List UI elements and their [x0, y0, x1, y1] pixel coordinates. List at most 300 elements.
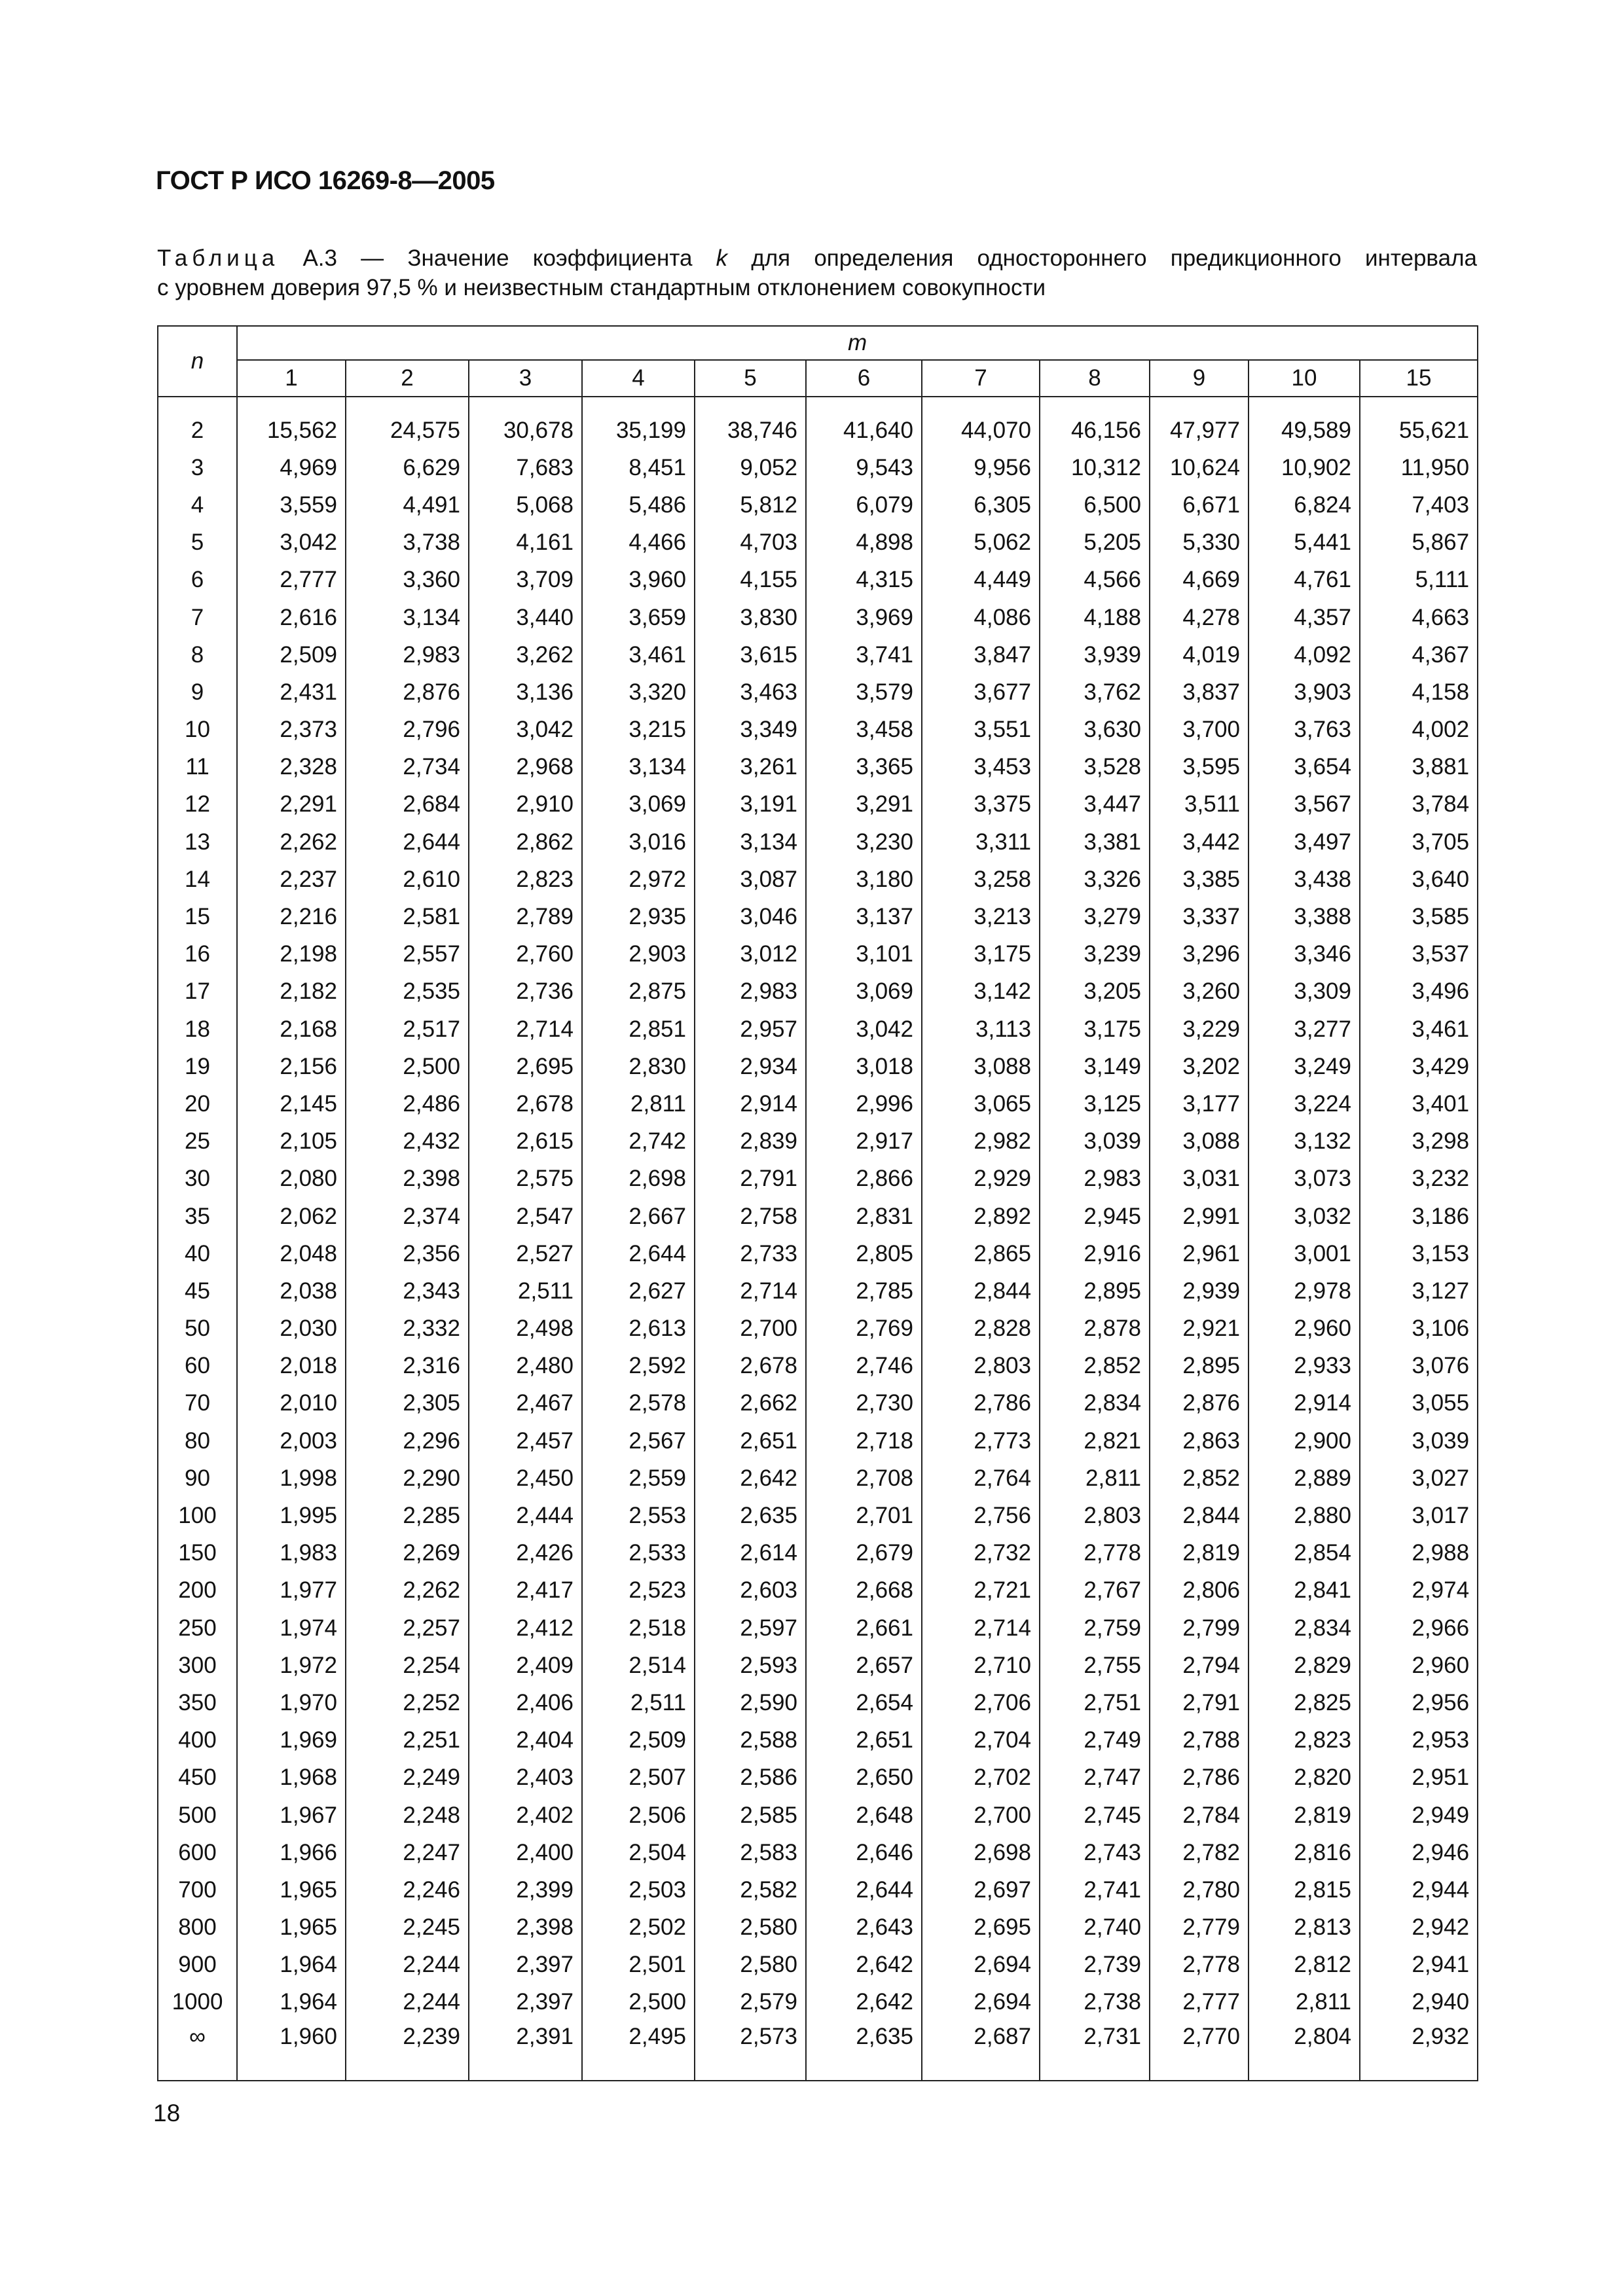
table-cell: 2,247 — [346, 1834, 469, 1871]
table-cell: 3,042 — [806, 1011, 922, 1048]
row-label-n: 50 — [158, 1310, 237, 1348]
row-label-n: 90 — [158, 1460, 237, 1497]
table-cell: 3,018 — [806, 1048, 922, 1085]
table-cell: 2,018 — [237, 1348, 346, 1385]
table-cell: 3,360 — [346, 562, 469, 599]
table-cell: 3,213 — [922, 898, 1040, 935]
table-cell: 2,239 — [346, 2021, 469, 2081]
table-cell: 55,621 — [1360, 397, 1478, 449]
table-cell: 2,786 — [922, 1385, 1040, 1422]
table-cell: 5,330 — [1150, 524, 1249, 562]
table-cell: 2,702 — [922, 1759, 1040, 1797]
table-cell: 2,957 — [695, 1011, 806, 1048]
table-cell: 2,742 — [582, 1123, 695, 1160]
table-cell: 1,977 — [237, 1572, 346, 1609]
table-cell: 3,224 — [1249, 1085, 1360, 1122]
table-cell: 2,514 — [582, 1647, 695, 1684]
table-cell: 2,778 — [1040, 1535, 1150, 1572]
table-cell: 2,048 — [237, 1235, 346, 1272]
table-cell: 3,262 — [469, 636, 582, 673]
table-cell: 2,457 — [469, 1422, 582, 1460]
table-cell: 3,659 — [582, 599, 695, 636]
table-cell: 2,251 — [346, 1722, 469, 1759]
table-cell: 2,834 — [1249, 1609, 1360, 1647]
table-cell: 2,929 — [922, 1160, 1040, 1198]
table-cell: 1,964 — [237, 1946, 346, 1984]
table-cell: 2,503 — [582, 1871, 695, 1909]
table-cell: 2,501 — [582, 1946, 695, 1984]
table-row — [158, 1909, 1478, 1946]
table-cell: 2,511 — [582, 1684, 695, 1721]
table-cell: 3,939 — [1040, 636, 1150, 673]
table-cell: 4,155 — [695, 562, 806, 599]
table-cell: 3,496 — [1360, 973, 1478, 1011]
table-row — [158, 1797, 1478, 1834]
table-cell: 2,747 — [1040, 1759, 1150, 1797]
table-cell: 4,898 — [806, 524, 922, 562]
table-cell: 3,537 — [1360, 936, 1478, 973]
table-cell: 3,260 — [1150, 973, 1249, 1011]
table-cell: 3,205 — [1040, 973, 1150, 1011]
table-cell: 2,245 — [346, 1909, 469, 1946]
table-cell: 2,590 — [695, 1684, 806, 1721]
table-cell: 6,629 — [346, 449, 469, 486]
table-cell: 6,305 — [922, 486, 1040, 524]
table-cell: 2,862 — [469, 823, 582, 861]
table-cell: 2,573 — [695, 2021, 806, 2081]
table-row — [158, 861, 1478, 898]
table-cell: 2,373 — [237, 711, 346, 749]
table-cell: 2,939 — [1150, 1272, 1249, 1310]
table-cell: 2,714 — [695, 1272, 806, 1310]
table-cell: 2,402 — [469, 1797, 582, 1834]
table-row — [158, 1871, 1478, 1909]
table-cell: 3,640 — [1360, 861, 1478, 898]
table-cell: 2,921 — [1150, 1310, 1249, 1348]
table-row — [158, 1011, 1478, 1048]
table-cell: 2,788 — [1150, 1722, 1249, 1759]
table-cell: 3,579 — [806, 673, 922, 711]
table-cell: 4,703 — [695, 524, 806, 562]
table-cell: 2,316 — [346, 1348, 469, 1385]
table-cell: 3,215 — [582, 711, 695, 749]
table-cell: 2,642 — [806, 1946, 922, 1984]
table-cell: 2,706 — [922, 1684, 1040, 1721]
table-cell: 2,426 — [469, 1535, 582, 1572]
table-cell: 3,106 — [1360, 1310, 1478, 1348]
table-cell: 2,533 — [582, 1535, 695, 1572]
table-cell: 5,111 — [1360, 562, 1478, 599]
table-cell: 3,229 — [1150, 1011, 1249, 1048]
table-cell: 2,933 — [1249, 1348, 1360, 1385]
table-row — [158, 1759, 1478, 1797]
table-row — [158, 1984, 1478, 2021]
table-cell: 3,585 — [1360, 898, 1478, 935]
table-cell: 2,182 — [237, 973, 346, 1011]
row-label-n: 3 — [158, 449, 237, 486]
table-cell: 46,156 — [1040, 397, 1150, 449]
table-cell: 2,700 — [922, 1797, 1040, 1834]
table-cell: 2,586 — [695, 1759, 806, 1797]
table-cell: 3,142 — [922, 973, 1040, 1011]
table-cell: 3,337 — [1150, 898, 1249, 935]
caption-variable: k — [716, 245, 728, 271]
table-row — [158, 1572, 1478, 1609]
table-cell: 4,969 — [237, 449, 346, 486]
table-cell: 3,127 — [1360, 1272, 1478, 1310]
table-cell: 2,467 — [469, 1385, 582, 1422]
row-label-n: 1000 — [158, 1984, 237, 2021]
table-cell: 2,237 — [237, 861, 346, 898]
row-label-n: 80 — [158, 1422, 237, 1460]
table-cell: 2,168 — [237, 1011, 346, 1048]
table-cell: 3,442 — [1150, 823, 1249, 861]
table-cell: 3,137 — [806, 898, 922, 935]
table-cell: 5,867 — [1360, 524, 1478, 562]
row-label-n: ∞ — [158, 2021, 237, 2081]
table-cell: 2,829 — [1249, 1647, 1360, 1684]
column-header: 3 — [469, 360, 582, 397]
table-cell: 2,643 — [806, 1909, 922, 1946]
table-cell: 2,710 — [922, 1647, 1040, 1684]
table-cell: 3,134 — [346, 599, 469, 636]
table-cell: 2,509 — [237, 636, 346, 673]
table-cell: 2,844 — [922, 1272, 1040, 1310]
table-cell: 3,458 — [806, 711, 922, 749]
table-cell: 5,068 — [469, 486, 582, 524]
table-cell: 3,567 — [1249, 786, 1360, 823]
table-cell: 3,046 — [695, 898, 806, 935]
table-cell: 2,646 — [806, 1834, 922, 1871]
table-cell: 2,582 — [695, 1871, 806, 1909]
table-cell: 2,010 — [237, 1385, 346, 1422]
table-cell: 1,965 — [237, 1871, 346, 1909]
table-cell: 2,841 — [1249, 1572, 1360, 1609]
table-cell: 2,751 — [1040, 1684, 1150, 1721]
table-cell: 3,113 — [922, 1011, 1040, 1048]
table-cell: 2,444 — [469, 1497, 582, 1534]
table-row — [158, 711, 1478, 749]
table-cell: 2,983 — [695, 973, 806, 1011]
table-row — [158, 1497, 1478, 1534]
row-label-n: 450 — [158, 1759, 237, 1797]
table-cell: 2,527 — [469, 1235, 582, 1272]
table-cell: 2,296 — [346, 1422, 469, 1460]
coefficient-table — [157, 325, 1478, 2081]
table-cell: 2,406 — [469, 1684, 582, 1721]
table-cell: 2,758 — [695, 1198, 806, 1235]
row-label-n: 14 — [158, 861, 237, 898]
table-cell: 2,895 — [1150, 1348, 1249, 1385]
table-row — [158, 786, 1478, 823]
row-label-n: 4 — [158, 486, 237, 524]
table-cell: 3,763 — [1249, 711, 1360, 749]
table-cell: 3,349 — [695, 711, 806, 749]
table-cell: 2,504 — [582, 1834, 695, 1871]
table-cell: 2,450 — [469, 1460, 582, 1497]
table-cell: 2,734 — [346, 749, 469, 786]
table-cell: 2,698 — [922, 1834, 1040, 1871]
row-label-n: 35 — [158, 1198, 237, 1235]
table-cell: 2,960 — [1249, 1310, 1360, 1348]
table-row — [158, 486, 1478, 524]
table-cell: 3,125 — [1040, 1085, 1150, 1122]
table-cell: 2,684 — [346, 786, 469, 823]
table-cell: 2,644 — [582, 1235, 695, 1272]
table-cell: 3,032 — [1249, 1198, 1360, 1235]
column-header-row — [158, 360, 1478, 397]
table-cell: 24,575 — [346, 397, 469, 449]
table-cell: 3,069 — [806, 973, 922, 1011]
table-row — [158, 1123, 1478, 1160]
table-cell: 10,902 — [1249, 449, 1360, 486]
table-cell: 2,903 — [582, 936, 695, 973]
table-cell: 3,261 — [695, 749, 806, 786]
table-cell: 2,755 — [1040, 1647, 1150, 1684]
table-row — [158, 1198, 1478, 1235]
table-cell: 2,642 — [695, 1460, 806, 1497]
table-cell: 3,381 — [1040, 823, 1150, 861]
table-cell: 3,132 — [1249, 1123, 1360, 1160]
table-cell: 3,069 — [582, 786, 695, 823]
table-cell: 2,934 — [695, 1048, 806, 1085]
table-cell: 2,819 — [1150, 1535, 1249, 1572]
caption-line-1 — [157, 243, 1477, 273]
table-cell: 2,291 — [237, 786, 346, 823]
table-cell: 3,385 — [1150, 861, 1249, 898]
table-cell: 3,453 — [922, 749, 1040, 786]
table-cell: 3,101 — [806, 936, 922, 973]
table-cell: 3,088 — [1150, 1123, 1249, 1160]
table-cell: 2,819 — [1249, 1797, 1360, 1834]
table-cell: 3,784 — [1360, 786, 1478, 823]
table-row — [158, 1684, 1478, 1721]
table-cell: 2,285 — [346, 1497, 469, 1534]
table-cell: 2,662 — [695, 1385, 806, 1422]
table-cell: 2,506 — [582, 1797, 695, 1834]
table-cell: 3,320 — [582, 673, 695, 711]
table-cell: 2,799 — [1150, 1609, 1249, 1647]
table-cell: 2,966 — [1360, 1609, 1478, 1647]
table-cell: 2,743 — [1040, 1834, 1150, 1871]
table-cell: 2,644 — [346, 823, 469, 861]
table-cell: 3,654 — [1249, 749, 1360, 786]
table-cell: 3,762 — [1040, 673, 1150, 711]
table-cell: 2,661 — [806, 1609, 922, 1647]
table-cell: 2,246 — [346, 1871, 469, 1909]
table-cell: 2,738 — [1040, 1984, 1150, 2021]
table-cell: 2,511 — [469, 1272, 582, 1310]
table-cell: 2,156 — [237, 1048, 346, 1085]
table-cell: 3,463 — [695, 673, 806, 711]
table-cell: 2,730 — [806, 1385, 922, 1422]
table-cell: 2,764 — [922, 1460, 1040, 1497]
table-cell: 3,055 — [1360, 1385, 1478, 1422]
table-cell: 4,566 — [1040, 562, 1150, 599]
table-cell: 2,844 — [1150, 1497, 1249, 1534]
table-cell: 2,593 — [695, 1647, 806, 1684]
table-cell: 2,409 — [469, 1647, 582, 1684]
table-cell: 2,500 — [582, 1984, 695, 2021]
table-cell: 2,917 — [806, 1123, 922, 1160]
table-cell: 2,811 — [582, 1085, 695, 1122]
table-cell: 2,248 — [346, 1797, 469, 1834]
table-cell: 3,039 — [1040, 1123, 1150, 1160]
table-row — [158, 1160, 1478, 1198]
table-cell: 2,811 — [1249, 1984, 1360, 2021]
table-cell: 2,767 — [1040, 1572, 1150, 1609]
column-header: 4 — [582, 360, 695, 397]
table-cell: 2,502 — [582, 1909, 695, 1946]
table-cell: 2,852 — [1040, 1348, 1150, 1385]
table-cell: 2,739 — [1040, 1946, 1150, 1984]
table-cell: 2,916 — [1040, 1235, 1150, 1272]
table-cell: 4,019 — [1150, 636, 1249, 673]
table-cell: 3,202 — [1150, 1048, 1249, 1085]
table-cell: 2,839 — [695, 1123, 806, 1160]
row-label-n: 600 — [158, 1834, 237, 1871]
table-row — [158, 562, 1478, 599]
table-cell: 2,770 — [1150, 2021, 1249, 2081]
table-cell: 2,583 — [695, 1834, 806, 1871]
table-cell: 4,092 — [1249, 636, 1360, 673]
table-cell: 6,824 — [1249, 486, 1360, 524]
table-cell: 5,812 — [695, 486, 806, 524]
row-label-n: 350 — [158, 1684, 237, 1721]
table-cell: 2,825 — [1249, 1684, 1360, 1721]
table-cell: 3,177 — [1150, 1085, 1249, 1122]
table-cell: 2,679 — [806, 1535, 922, 1572]
row-label-n: 15 — [158, 898, 237, 935]
table-cell: 1,966 — [237, 1834, 346, 1871]
table-cell: 3,738 — [346, 524, 469, 562]
table-cell: 2,145 — [237, 1085, 346, 1122]
table-cell: 2,635 — [806, 2021, 922, 2081]
table-cell: 3,326 — [1040, 861, 1150, 898]
table-cell: 2,749 — [1040, 1722, 1150, 1759]
table-cell: 3,440 — [469, 599, 582, 636]
table-cell: 3,903 — [1249, 673, 1360, 711]
table-cell: 4,491 — [346, 486, 469, 524]
table-cell: 2,834 — [1040, 1385, 1150, 1422]
table-cell: 3,630 — [1040, 711, 1150, 749]
table-cell: 2,507 — [582, 1759, 695, 1797]
table-cell: 2,627 — [582, 1272, 695, 1310]
table-cell: 2,695 — [922, 1909, 1040, 1946]
table-cell: 2,733 — [695, 1235, 806, 1272]
table-cell: 4,669 — [1150, 562, 1249, 599]
table-cell: 2,498 — [469, 1310, 582, 1348]
page-number: 18 — [153, 2100, 181, 2126]
table-cell: 4,761 — [1249, 562, 1360, 599]
table-cell: 3,709 — [469, 562, 582, 599]
row-label-n: 25 — [158, 1123, 237, 1160]
table-cell: 2,244 — [346, 1984, 469, 2021]
table-cell: 2,951 — [1360, 1759, 1478, 1797]
table-cell: 3,073 — [1249, 1160, 1360, 1198]
table-cell: 3,230 — [806, 823, 922, 861]
table-cell: 2,668 — [806, 1572, 922, 1609]
row-label-n: 20 — [158, 1085, 237, 1122]
table-cell: 2,777 — [1150, 1984, 1249, 2021]
table-cell: 3,559 — [237, 486, 346, 524]
table-cell: 2,580 — [695, 1909, 806, 1946]
table-cell: 2,332 — [346, 1310, 469, 1348]
table-cell: 44,070 — [922, 397, 1040, 449]
table-cell: 3,511 — [1150, 786, 1249, 823]
table-cell: 2,398 — [469, 1909, 582, 1946]
table-cell: 38,746 — [695, 397, 806, 449]
table-cell: 2,983 — [1040, 1160, 1150, 1198]
table-cell: 2,821 — [1040, 1422, 1150, 1460]
table-cell: 2,988 — [1360, 1535, 1478, 1572]
table-cell: 3,615 — [695, 636, 806, 673]
table-row — [158, 1535, 1478, 1572]
table-cell: 2,701 — [806, 1497, 922, 1534]
table-cell: 2,694 — [922, 1946, 1040, 1984]
table-cell: 1,998 — [237, 1460, 346, 1497]
table-cell: 2,974 — [1360, 1572, 1478, 1609]
table-cell: 2,831 — [806, 1198, 922, 1235]
table-cell: 2,432 — [346, 1123, 469, 1160]
table-cell: 4,188 — [1040, 599, 1150, 636]
table-cell: 3,175 — [922, 936, 1040, 973]
table-cell: 2,892 — [922, 1198, 1040, 1235]
table-cell: 2,932 — [1360, 2021, 1478, 2081]
row-label-n: 700 — [158, 1871, 237, 1909]
caption-text: для определения одностороннего предикционного интервала — [751, 245, 1477, 271]
table-cell: 3,461 — [582, 636, 695, 673]
table-cell: 4,663 — [1360, 599, 1478, 636]
table-cell: 2,578 — [582, 1385, 695, 1422]
table-cell: 2,080 — [237, 1160, 346, 1198]
table-cell: 2,830 — [582, 1048, 695, 1085]
table-cell: 2,249 — [346, 1759, 469, 1797]
row-label-n: 30 — [158, 1160, 237, 1198]
table-cell: 2,038 — [237, 1272, 346, 1310]
table-cell: 3,298 — [1360, 1123, 1478, 1160]
table-cell: 3,153 — [1360, 1235, 1478, 1272]
table-cell: 3,016 — [582, 823, 695, 861]
row-label-n: 10 — [158, 711, 237, 749]
table-cell: 2,978 — [1249, 1272, 1360, 1310]
column-header: 2 — [346, 360, 469, 397]
table-cell: 1,968 — [237, 1759, 346, 1797]
table-cell: 2,991 — [1150, 1198, 1249, 1235]
table-cell: 3,960 — [582, 562, 695, 599]
table-cell: 2,953 — [1360, 1722, 1478, 1759]
caption-line-2: с уровнем доверия 97,5 % и неизвестным стандартным отклонением совокупности — [157, 275, 1046, 300]
table-cell: 2,695 — [469, 1048, 582, 1085]
table-cell: 2,777 — [237, 562, 346, 599]
table-cell: 2,876 — [346, 673, 469, 711]
table-cell: 2,495 — [582, 2021, 695, 2081]
table-cell: 3,497 — [1249, 823, 1360, 861]
table-cell: 2,698 — [582, 1160, 695, 1198]
table-cell: 1,983 — [237, 1535, 346, 1572]
table-row — [158, 973, 1478, 1011]
table-cell: 2,811 — [1040, 1460, 1150, 1497]
table-cell: 6,671 — [1150, 486, 1249, 524]
table-cell: 2,895 — [1040, 1272, 1150, 1310]
row-label-n: 45 — [158, 1272, 237, 1310]
table-cell: 2,597 — [695, 1609, 806, 1647]
table-cell: 2,290 — [346, 1460, 469, 1497]
table-cell: 2,773 — [922, 1422, 1040, 1460]
table-cell: 3,528 — [1040, 749, 1150, 786]
table-row — [158, 1310, 1478, 1348]
table-cell: 3,017 — [1360, 1497, 1478, 1534]
